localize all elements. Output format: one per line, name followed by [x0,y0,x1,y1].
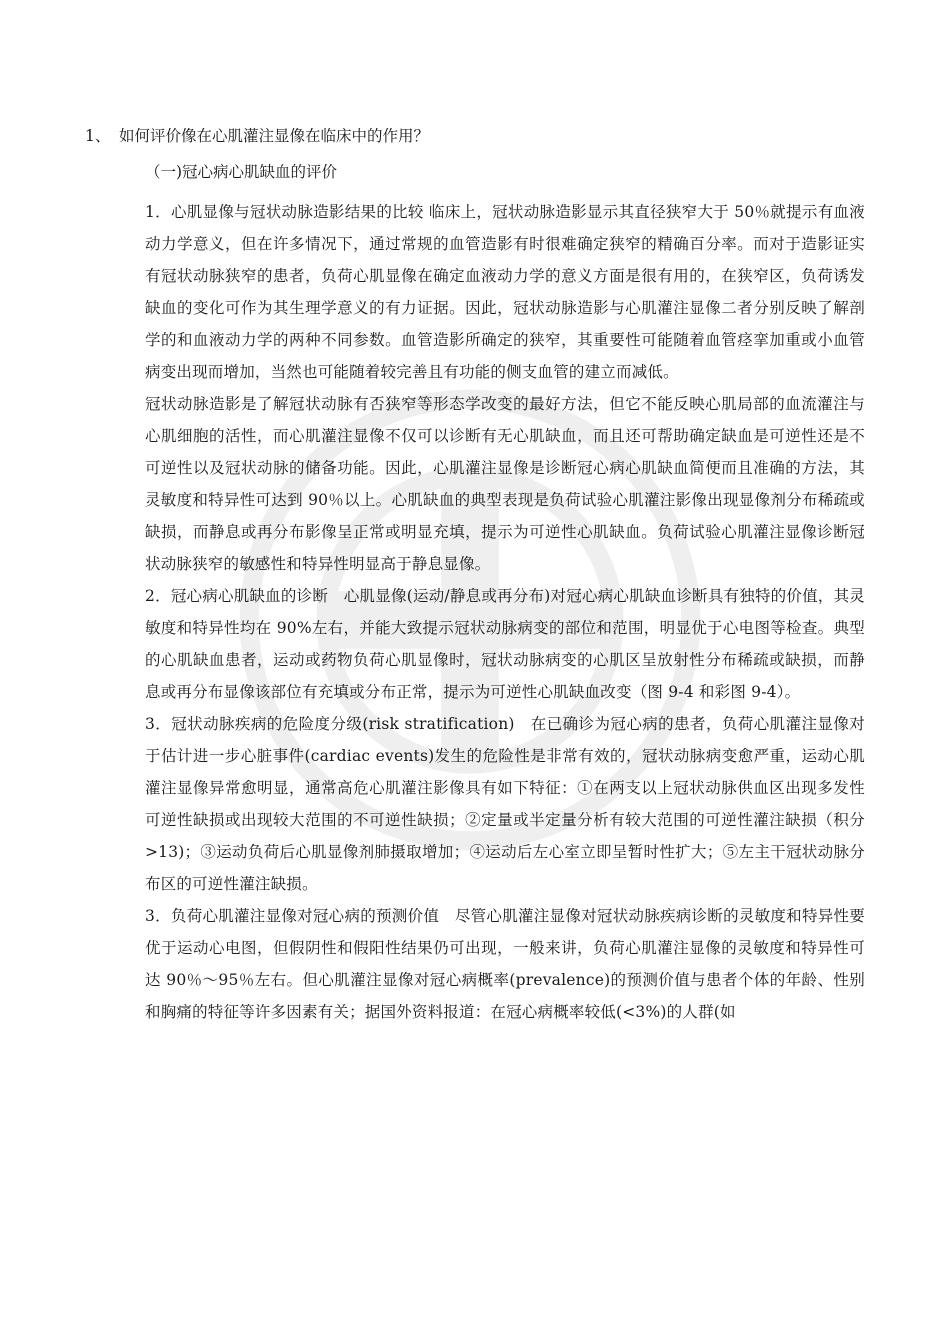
question-number: 1、 [85,127,111,145]
paragraph-risk-stratification: 3．冠状动脉疾病的危险度分级(risk stratification) 在已确诊为冠心病的患者，负荷心肌灌注显像对于估计进一步心脏事件(cardiac events)发生的危险性是非常有效的，冠状动脉病变愈严重，运动心肌灌注显像异常愈明显，通常高危心肌灌注影像具有如下特征：①在两支以上冠状动脉供血区出现多发性可逆性缺损或出现较大范围的不可逆性缺损；②定量或半定量分析有较大范围的可逆性灌注缺损（积分>13)；③运动负荷后心肌显像剂肺摄取增加；④运动后左心室立即呈暂时性扩大；⑤左主干冠状动脉分布区的可逆性灌注缺损。 [145,715,865,893]
body-text [145,196,865,1028]
question-heading [85,124,429,148]
paragraph-comparison: 1．心肌显像与冠状动脉造影结果的比较 临床上，冠状动脉造影显示其直径狭窄大于 50％就提示有血液动力学意义，但在许多情况下，通过常规的血管造影有时很难确定狭窄的精确百分率。而对于造影证实有冠状动脉狭窄的患者，负荷心肌显像在确定血液动力学的意义方面是很有用的，在狭窄区，负荷诱发缺血的变化可作为其生理学意义的有力证据。因此，冠状动脉造影与心肌灌注显像二者分别反映了解剖学的和血液动力学的两种不同参数。血管造影所确定的狭窄，其重要性可能随着血管痉挛加重或小血管病变出现而增加，当然也可能随着较完善且有功能的侧支血管的建立而减低。 [145,203,865,381]
question-title: 如何评价像在心肌灌注显像在临床中的作用？ [119,127,430,145]
section-title: （一)冠心病心肌缺血的评价 [145,163,338,181]
paragraph-angiography: 冠状动脉造影是了解冠状动脉有否狭窄等形态学改变的最好方法，但它不能反映心肌局部的血流灌注与心肌细胞的活性，而心肌灌注显像不仅可以诊断有无心肌缺血，而且还可帮助确定缺血是可逆性还是不可逆性以及冠状动脉的储备功能。因此，心肌灌注显像是诊断冠心病心肌缺血简便而且准确的方法，其灵敏度和特异性可达到 90％以上。心肌缺血的典型表现是负荷试验心肌灌注影像出现显像剂分布稀疏或缺损，而静息或再分布影像呈正常或明显充填，提示为可逆性心肌缺血。负荷试验心肌灌注显像诊断冠状动脉狭窄的敏感性和特异性明显高于静息显像。 [145,395,865,573]
paragraph-diagnosis: 2．冠心病心肌缺血的诊断 心肌显像(运动/静息或再分布)对冠心病心肌缺血诊断具有独特的价值，其灵敏度和特异性均在 90%左右，并能大致提示冠状动脉病变的部位和范围，明显优于心电图等检查。典型的心肌缺血患者，运动或药物负荷心肌显像时，冠状动脉病变的心肌区呈放射性分布稀疏或缺损，而静息或再分布显像该部位有充填或分布正常，提示为可逆性心肌缺血改变（图 9-4 和彩图 9-4）。 [145,587,865,701]
paragraph-predictive-value: 3．负荷心肌灌注显像对冠心病的预测价值 尽管心肌灌注显像对冠状动脉疾病诊断的灵敏度和特异性要优于运动心电图，但假阴性和假阳性结果仍可出现，一般来讲，负荷心肌灌注显像的灵敏度和特异性可达 90％～95％左右。但心肌灌注显像对冠心病概率(prevalence)的预测价值与患者个体的年龄、性别和胸痛的特征等许多因素有关；据国外资料报道：在冠心病概率较低(<3%)的人群(如 [145,907,865,1021]
